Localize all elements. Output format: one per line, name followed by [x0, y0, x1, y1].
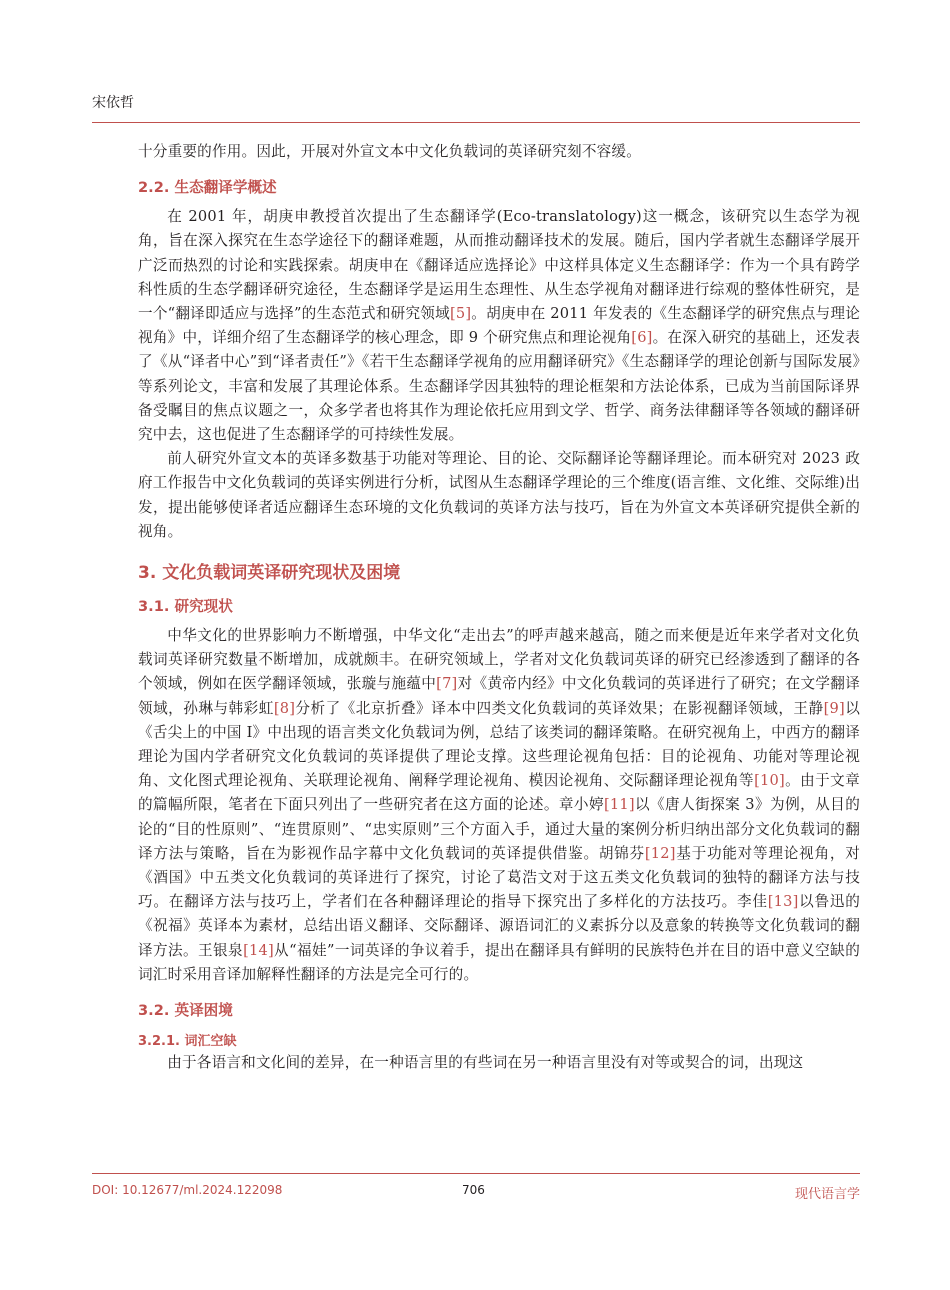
citation-link[interactable]: [8]: [273, 699, 296, 717]
citation-link[interactable]: [7]: [436, 675, 458, 693]
paragraph-continued: 十分重要的作用。因此，开展对外宣文本中文化负载词的英译研究刻不容缓。: [138, 143, 641, 160]
text: 中华文化的世界影响力不断增强，中华文化“走出去”的呼声越来越高，随之而来便是近年来学者对文化负载词英译研究数量不断增加，成就颇丰。在研究领域上，学者对文化负载词英译的研究已经渗透到了翻译的各个领域，例如在医学翻译领域，张璇与施蕴中: [138, 627, 860, 693]
citation-link[interactable]: [12]: [644, 844, 676, 862]
paragraph-eco-translatology: [138, 205, 860, 447]
text: 分析了《北京折叠》译本中四类文化负载词的英译效果；在影视翻译领域，王静: [295, 699, 824, 717]
text: 对《黄帝内经》中文化负载词的英译进行了研究；在文学翻译领域，孙琳与韩彩虹: [138, 675, 860, 717]
footer-journal-name[interactable]: 现代语言学: [794, 1187, 860, 1202]
text: 。在深入研究的基础上，还发表了《从“译者中心”到“译者责任”》《若干生态翻译学视角的应用翻译研究》《生态翻译学的理论创新与国际发展》等系列论文，丰富和发展了其理论体系。生态翻译学因其独特的理论框架和方法论体系，已成为当前国际译界备受瞩目的焦点议题之一，众多学者也将其作为理论依托应用到文学、哲学、商务法律翻译等各领域的翻译研究中去，这也促进了生态翻译学的可持续性发展。: [138, 329, 860, 444]
paragraph-previous-research: 前人研究外宣文本的英译多数基于功能对等理论、目的论、交际翻译论等翻译理论。而本研究对 2023 政府工作报告中文化负载词的英译实例进行分析，试图从生态翻译学理论的三个维度(语言维、文化维、交际维)出发，提出能够使译者适应翻译生态环境的文化负载词的英译方法与技巧，旨在为外宣文本英译研究提供全新的视角。: [138, 450, 860, 540]
citation-link[interactable]: [10]: [754, 772, 785, 790]
section-heading-3-2-1: 3.2.1. 词汇空缺: [138, 1034, 237, 1050]
citation-link[interactable]: [13]: [767, 893, 799, 911]
footer-doi-link[interactable]: DOI: 10.12677/ml.2024.122098: [92, 1183, 283, 1197]
section-heading-3-1: 3.1. 研究现状: [138, 598, 233, 616]
paragraph-research-status: [138, 624, 860, 987]
paragraph-lexical-gap: 由于各语言和文化间的差异，在一种语言里的有些词在另一种语言里没有对等或契合的词，出现这: [167, 1054, 804, 1072]
header-rule: [92, 122, 860, 123]
citation-link[interactable]: [5]: [449, 305, 472, 323]
text: 在 2001 年，胡庚申教授首次提出了生态翻译学(Eco-translatology)这一概念，该研究以生态学为视角，旨在深入探究在生态学途径下的翻译难题，从而推动翻译技术的发展。随后，国内学者就生态翻译学展开广泛而热烈的讨论和实践探索。胡庚申在《翻译适应选择论》中这样具体定义生态翻译学：作为一个具有跨学科性质的生态学翻译研究途径，生态翻译学是运用生态理性、从生态学视角对翻译进行综观的整体性研究，是一个“翻译即适应与选择”的生态范式和研究领域: [138, 208, 860, 323]
text: 以鲁迅的《祝福》英译本为素材，总结出语义翻译、交际翻译、源语词汇的义素拆分以及意象的转换等文化负载词的翻译方法。王银泉: [138, 893, 860, 959]
text: 基于功能对等理论视角，对《酒国》中五类文化负载词的英译进行了探究，讨论了葛浩文对于这五类文化负载词的独特的翻译方法与技巧。在翻译方法与技巧上，学者们在各种翻译理论的指导下探究出了多样化的方法技巧。李佳: [138, 844, 860, 911]
citation-link[interactable]: [14]: [243, 941, 274, 959]
citation-link[interactable]: [6]: [631, 329, 653, 347]
text: 以《舌尖上的中国 I》中出现的语言类文化负载词为例，总结了该类词的翻译策略。在研究视角上，中西方的翻译理论为国内学者研究文化负载词的英译提供了理论支撑。这些理论视角包括：目的论视角、功能对等理论视角、文化图式理论视角、关联理论视角、阐释学理论视角、模因论视角、交际翻译理论视角等: [138, 699, 860, 790]
text: 以《唐人街探案 3》为例，从目的论的“目的性原则”、“连贯原则”、“忠实原则”三个方面入手，通过大量的案例分析归纳出部分文化负载词的翻译方法与策略，旨在为影视作品字幕中文化负载词的英译提供借鉴。胡锦芬: [138, 796, 860, 862]
section-heading-3-2: 3.2. 英译困境: [138, 1002, 233, 1020]
article-body: [138, 140, 860, 1075]
text: 。由于文章的篇幅所限，笔者在下面只列出了一些研究者在这方面的论述。章小婷: [138, 772, 860, 814]
text: 从“福娃”一词英译的争议着手，提出在翻译具有鲜明的民族特色并在目的语中意义空缺的词汇时采用音译加解释性翻译的方法是完全可行的。: [138, 941, 860, 983]
running-header-author: 宋依哲: [92, 95, 134, 111]
section-heading-3: 3. 文化负载词英译研究现状及困境: [138, 563, 401, 584]
citation-link[interactable]: [9]: [823, 699, 845, 717]
section-heading-2-2: 2.2. 生态翻译学概述: [138, 179, 277, 197]
citation-link[interactable]: [11]: [603, 796, 635, 814]
page-number: 706: [462, 1183, 485, 1197]
text: 。胡庚申在 2011 年发表的《生态翻译学的研究焦点与理论视角》中，详细介绍了生态翻译学的核心理念，即 9 个研究焦点和理论视角: [138, 305, 860, 347]
footer-rule: [92, 1173, 860, 1174]
